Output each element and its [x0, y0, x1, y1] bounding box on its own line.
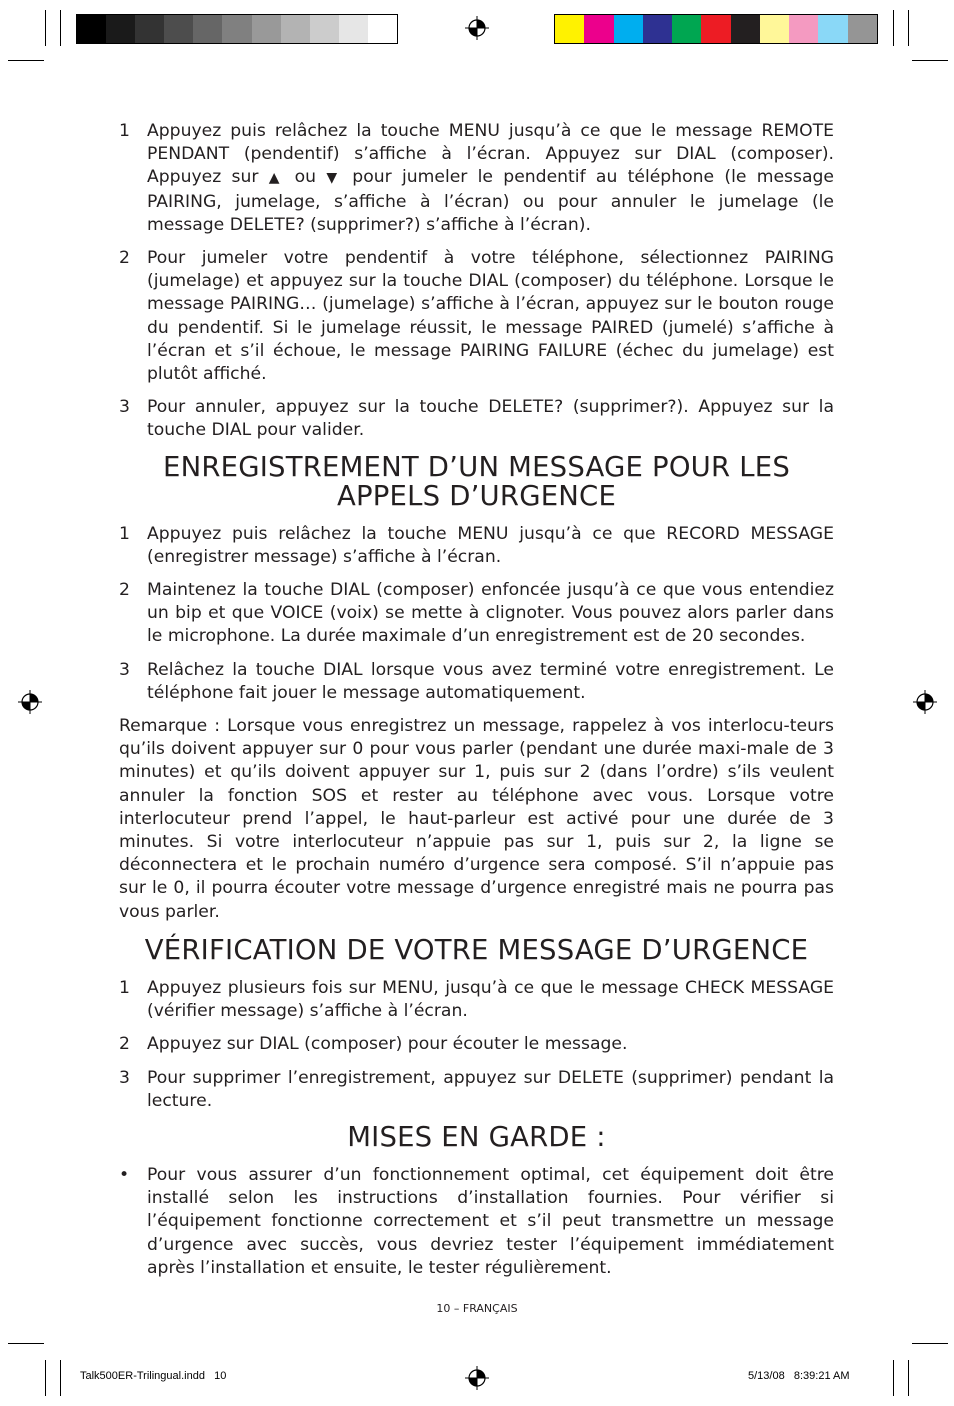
- crop-mark-top-inner-left: [60, 10, 61, 46]
- crop-mark-bottom-inner-left: [60, 1360, 61, 1396]
- slug-timestamp: 5/13/08 8:39:21 AM: [748, 1370, 850, 1382]
- record-note: Remarque : Lorsque vous enregistrez un message, rappelez à vos interlocu-teurs qu’ils doivent appuyer sur 0 pour vous parler (pendant une durée maxi-male de 3 minutes) et qu’ils doivent appuyer sur 1, puis sur 2 (dans l’ordre) s’ils veulent annuler la fonction SOS et rester au téléphone avec vous. Lorsque votre interlocuteur prend l’appel, le haut-parleur est activé pour une durée de 3 minutes. Si votre interlocuteur n’appuie pas sur 1, puis sur 2, la ligne se déconnectera et le prochain numéro d’urgence sera composé. S’il n’appuie pas sur le 0, il pourra écouter votre message d’urgence enregistré mais ne pourra pas vous parler.: [119, 716, 834, 922]
- section-heading-warnings: MISES EN GARDE :: [347, 1120, 606, 1153]
- color-swatch: [672, 15, 701, 43]
- step-text: Appuyez puis relâchez la touche MENU jusqu’à ce que RECORD MESSAGE (enregistrer message) s’affiche à l’écran.: [147, 523, 834, 567]
- step-number: 2: [119, 248, 130, 269]
- color-swatch: [310, 15, 339, 43]
- crop-mark-top-inner-right: [893, 10, 894, 46]
- step-number: 3: [119, 1067, 130, 1088]
- color-swatch: [731, 15, 760, 43]
- record-steps: [119, 523, 834, 705]
- list-item: [119, 1067, 834, 1113]
- color-swatch: [281, 15, 310, 43]
- step-number: 3: [119, 397, 130, 418]
- color-swatch: [339, 15, 368, 43]
- registration-target-icon: [18, 690, 42, 714]
- up-arrow-icon: ▲: [268, 170, 285, 187]
- step-number: 1: [119, 121, 130, 141]
- step-text: Maintenez la touche DIAL (composer) enfoncée jusqu’à ce que vous entendiez un bip et que VOICE (voix) se mette à clignoter. Vous pouvez alors parler dans le microphone. La durée maximale d’un enregistrement est de 20 secondes.: [147, 580, 834, 647]
- list-item: [119, 523, 834, 569]
- step-text: Pour jumeler votre pendentif à votre téléphone, sélectionnez PAIRING (jumelage) et appuyez sur la touche DIAL (composer) du téléphone. Lorsque le message PAIRING… (jumelage) s’affiche à l’écran, appuyez sur le bouton rouge du pendentif. Si le jumelage réussit, le message PAIRED (jumelé) s’affiche à l’écran et s’il échoue, le message PAIRING FAILURE (échec du jumelage) est plutôt affiché.: [147, 248, 834, 385]
- crop-mark-top-left-h: [8, 60, 44, 61]
- step-text: Pour annuler, appuyez sur la touche DELETE? (supprimer?). Appuyez sur la touche DIAL pour valider.: [147, 397, 834, 441]
- color-swatch: [252, 15, 281, 43]
- color-swatch-bar: [554, 14, 878, 44]
- step-number: 2: [119, 580, 130, 601]
- crop-mark-bottom-right-v: [908, 1360, 909, 1396]
- step-text: Appuyez puis relâchez la touche MENU jusqu’à ce que le message REMOTE PENDANT (pendentif) s’affiche à l’écran. Appuyez sur DIAL (composer). Appuyez sur: [147, 121, 834, 188]
- step-text: Pour supprimer l’enregistrement, appuyez sur DELETE (supprimer) pendant la lecture.: [147, 1067, 834, 1111]
- color-swatch: [584, 15, 613, 43]
- step-text: Relâchez la touche DIAL lorsque vous avez terminé votre enregistrement. Le téléphone fait jouer le message automatiquement.: [147, 659, 834, 703]
- color-swatch: [643, 15, 672, 43]
- crop-mark-bottom-left-h: [8, 1343, 44, 1344]
- slug-filename: Talk500ER-Trilingual.indd 10: [80, 1370, 227, 1382]
- step-number: 1: [119, 977, 130, 998]
- list-item: [119, 659, 834, 705]
- color-swatch: [789, 15, 818, 43]
- crop-mark-bottom-right-h: [912, 1343, 948, 1344]
- color-swatch: [555, 15, 584, 43]
- crop-mark-bottom-inner-right: [893, 1360, 894, 1396]
- color-swatch: [106, 15, 135, 43]
- warnings-list: [119, 1164, 834, 1280]
- step-number: 1: [119, 523, 130, 544]
- verification-steps: [119, 977, 834, 1113]
- crop-mark-top-right-h: [912, 60, 948, 61]
- step-text: pour jumeler le pendentif au téléphone (le message PAIRING, jumelage, s’affiche à l’écran) ou pour annuler le jumelage (le message DELETE? (supprimer?) s’affiche à l’écran).: [147, 167, 834, 235]
- color-swatch: [614, 15, 643, 43]
- bullet-icon: •: [119, 1164, 130, 1185]
- step-text: ou: [284, 167, 327, 188]
- step-number: 3: [119, 659, 130, 680]
- color-swatch: [848, 15, 877, 43]
- color-swatch: [222, 15, 251, 43]
- list-item: [119, 1033, 834, 1056]
- registration-target-icon: [465, 16, 489, 40]
- down-arrow-icon: ▼: [326, 170, 342, 187]
- section-heading-verification: VÉRIFICATION DE VOTRE MESSAGE D’URGENCE: [144, 933, 809, 966]
- list-item: [119, 396, 834, 442]
- color-swatch: [77, 15, 106, 43]
- color-swatch: [368, 15, 397, 43]
- page-footer: 10 – FRANÇAIS: [436, 1302, 518, 1315]
- section-heading-record: ENREGISTREMENT D’UN MESSAGE POUR LES APPELS D’URGENCE: [163, 450, 790, 512]
- step-text: Appuyez sur DIAL (composer) pour écouter le message.: [147, 1034, 628, 1055]
- color-swatch: [193, 15, 222, 43]
- color-swatch: [164, 15, 193, 43]
- crop-mark-top-left-v: [45, 10, 46, 46]
- grayscale-swatch-bar: [76, 14, 398, 44]
- list-item: [119, 247, 834, 386]
- list-item: [119, 120, 834, 237]
- color-swatch: [760, 15, 789, 43]
- list-item: [119, 579, 834, 649]
- color-swatch: [818, 15, 847, 43]
- step-number: 2: [119, 1034, 130, 1055]
- list-item: [119, 977, 834, 1023]
- crop-mark-top-right-v: [908, 10, 909, 46]
- registration-target-icon: [913, 690, 937, 714]
- bullet-text: Pour vous assurer d’un fonctionnement optimal, cet équipement doit être installé selon les instructions d’installation fournies. Pour vérifier si l’équipement fonctionne correctement et s’il peut transmettre un message d’urgence avec succès, vous devriez tester l’équipement immédiatement après l’installation et ensuite, le tester régulièrement.: [147, 1164, 834, 1278]
- step-text: Appuyez plusieurs fois sur MENU, jusqu’à ce que le message CHECK MESSAGE (vérifier message) s’affiche à l’écran.: [147, 977, 834, 1022]
- color-swatch: [701, 15, 730, 43]
- pairing-steps: [119, 120, 834, 443]
- crop-mark-bottom-left-v: [45, 1360, 46, 1396]
- page-content: [119, 120, 834, 1280]
- registration-target-icon: [465, 1366, 489, 1390]
- list-item: [119, 1164, 834, 1280]
- color-swatch: [135, 15, 164, 43]
